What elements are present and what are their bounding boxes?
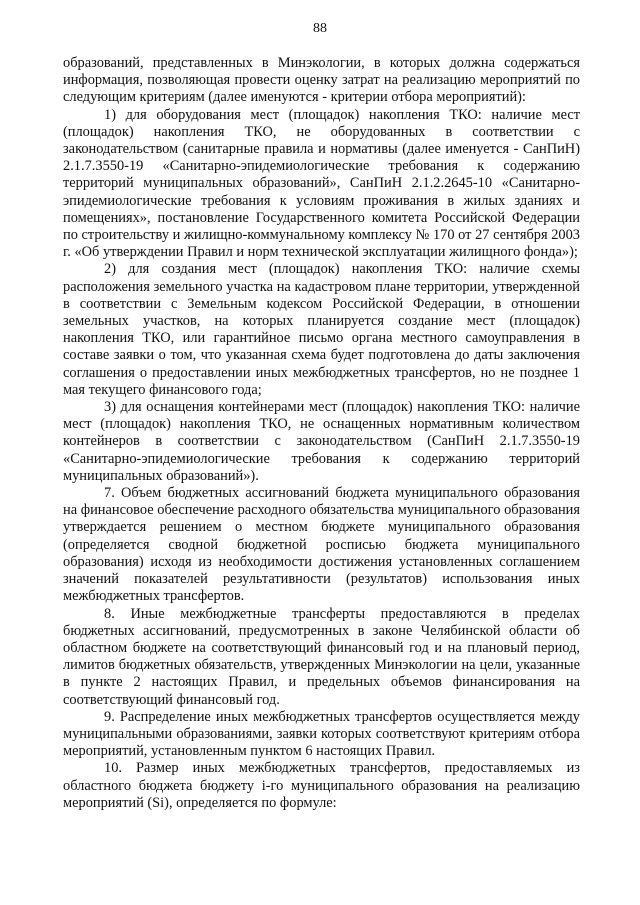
paragraph-criterion-1: 1) для оборудования мест (площадок) накопления ТКО: наличие мест (площадок) накопления ТКО, не оборудованных в соответствии с законодательством (санитарные правила и нормативы (далее именуется - СанПиН) 2.1.7.3550-19 «Санитарно-эпидемиологические требования к содержанию территорий муниципальных образований», СанПиН 2.1.2.2645-10 «Санитарно-эпидемиологические требования к условиям проживания в жилых зданиях и помещениях», постановление Государственного комитета Российской Федерации по строительству и жилищно-коммунальному комплексу № 170 от 27 сентября 2003 г. «Об утверждении Правил и норм технической эксплуатации жилищного фонда»); — [63, 106, 580, 261]
paragraph-item-8: 8. Иные межбюджетные трансферты предоставляются в пределах бюджетных ассигнований, предусмотренных в законе Челябинской области об областном бюджете на соответствующий финансовый год и на плановый период, лимитов бюджетных обязательств, утвержденных Минэкологии на цели, указанные в пункте 2 настоящих Правил, и предельных объемов финансирования на соответствующий финансовый год. — [63, 605, 580, 708]
document-body — [63, 55, 580, 812]
paragraph-criterion-3: 3) для оснащения контейнерами мест (площадок) накопления ТКО: наличие мест (площадок) накопления ТКО, не оснащенных нормативным количеством контейнеров в соответствии с законодательством (СанПиН 2.1.7.3550-19 «Санитарно-эпидемиологические требования к содержанию территорий муниципальных образований»). — [63, 399, 580, 484]
paragraph-item-9: 9. Распределение иных межбюджетных трансфертов осуществляется между муниципальными образованиями, заявки которых соответствуют критериям отбора мероприятий, установленным пунктом 6 настоящих Правил. — [63, 708, 580, 760]
page-number: 88 — [313, 21, 327, 36]
paragraph-criterion-2: 2) для создания мест (площадок) накопления ТКО: наличие схемы расположения земельного участка на кадастровом плане территории, утвержденной в соответствии с Земельным кодексом Российской Федерации, в отношении земельных участков, на которых планируется создание мест (площадок) накопления ТКО, или гарантийное письмо органа местного самоуправления в составе заявки о том, что указанная схема будет подготовлена до даты заключения соглашения о предоставлении иных межбюджетных трансфертов, но не позднее 1 мая текущего финансового года; — [63, 261, 580, 398]
paragraph-item-7: 7. Объем бюджетных ассигнований бюджета муниципального образования на финансовое обеспечение расходного обязательства муниципального образования утверждается решением о местном бюджете муниципального образования (определяется сводной бюджетной росписью бюджета муниципального образования) исходя из необходимости достижения установленных соглашением значений показателей результативности (результатов) использования иных межбюджетных трансфертов. — [63, 485, 580, 605]
paragraph-criteria-intro: образований, представленных в Минэкологии, в которых должна содержаться информация, позволяющая провести оценку затрат на реализацию мероприятий по следующим критериям (далее именуются - критерии отбора мероприятий): — [63, 55, 580, 106]
paragraph-item-10: 10. Размер иных межбюджетных трансфертов, предоставляемых из областного бюджета бюджету i-го муниципального образования на реализацию мероприятий (Si), определяется по формуле: — [63, 760, 580, 811]
